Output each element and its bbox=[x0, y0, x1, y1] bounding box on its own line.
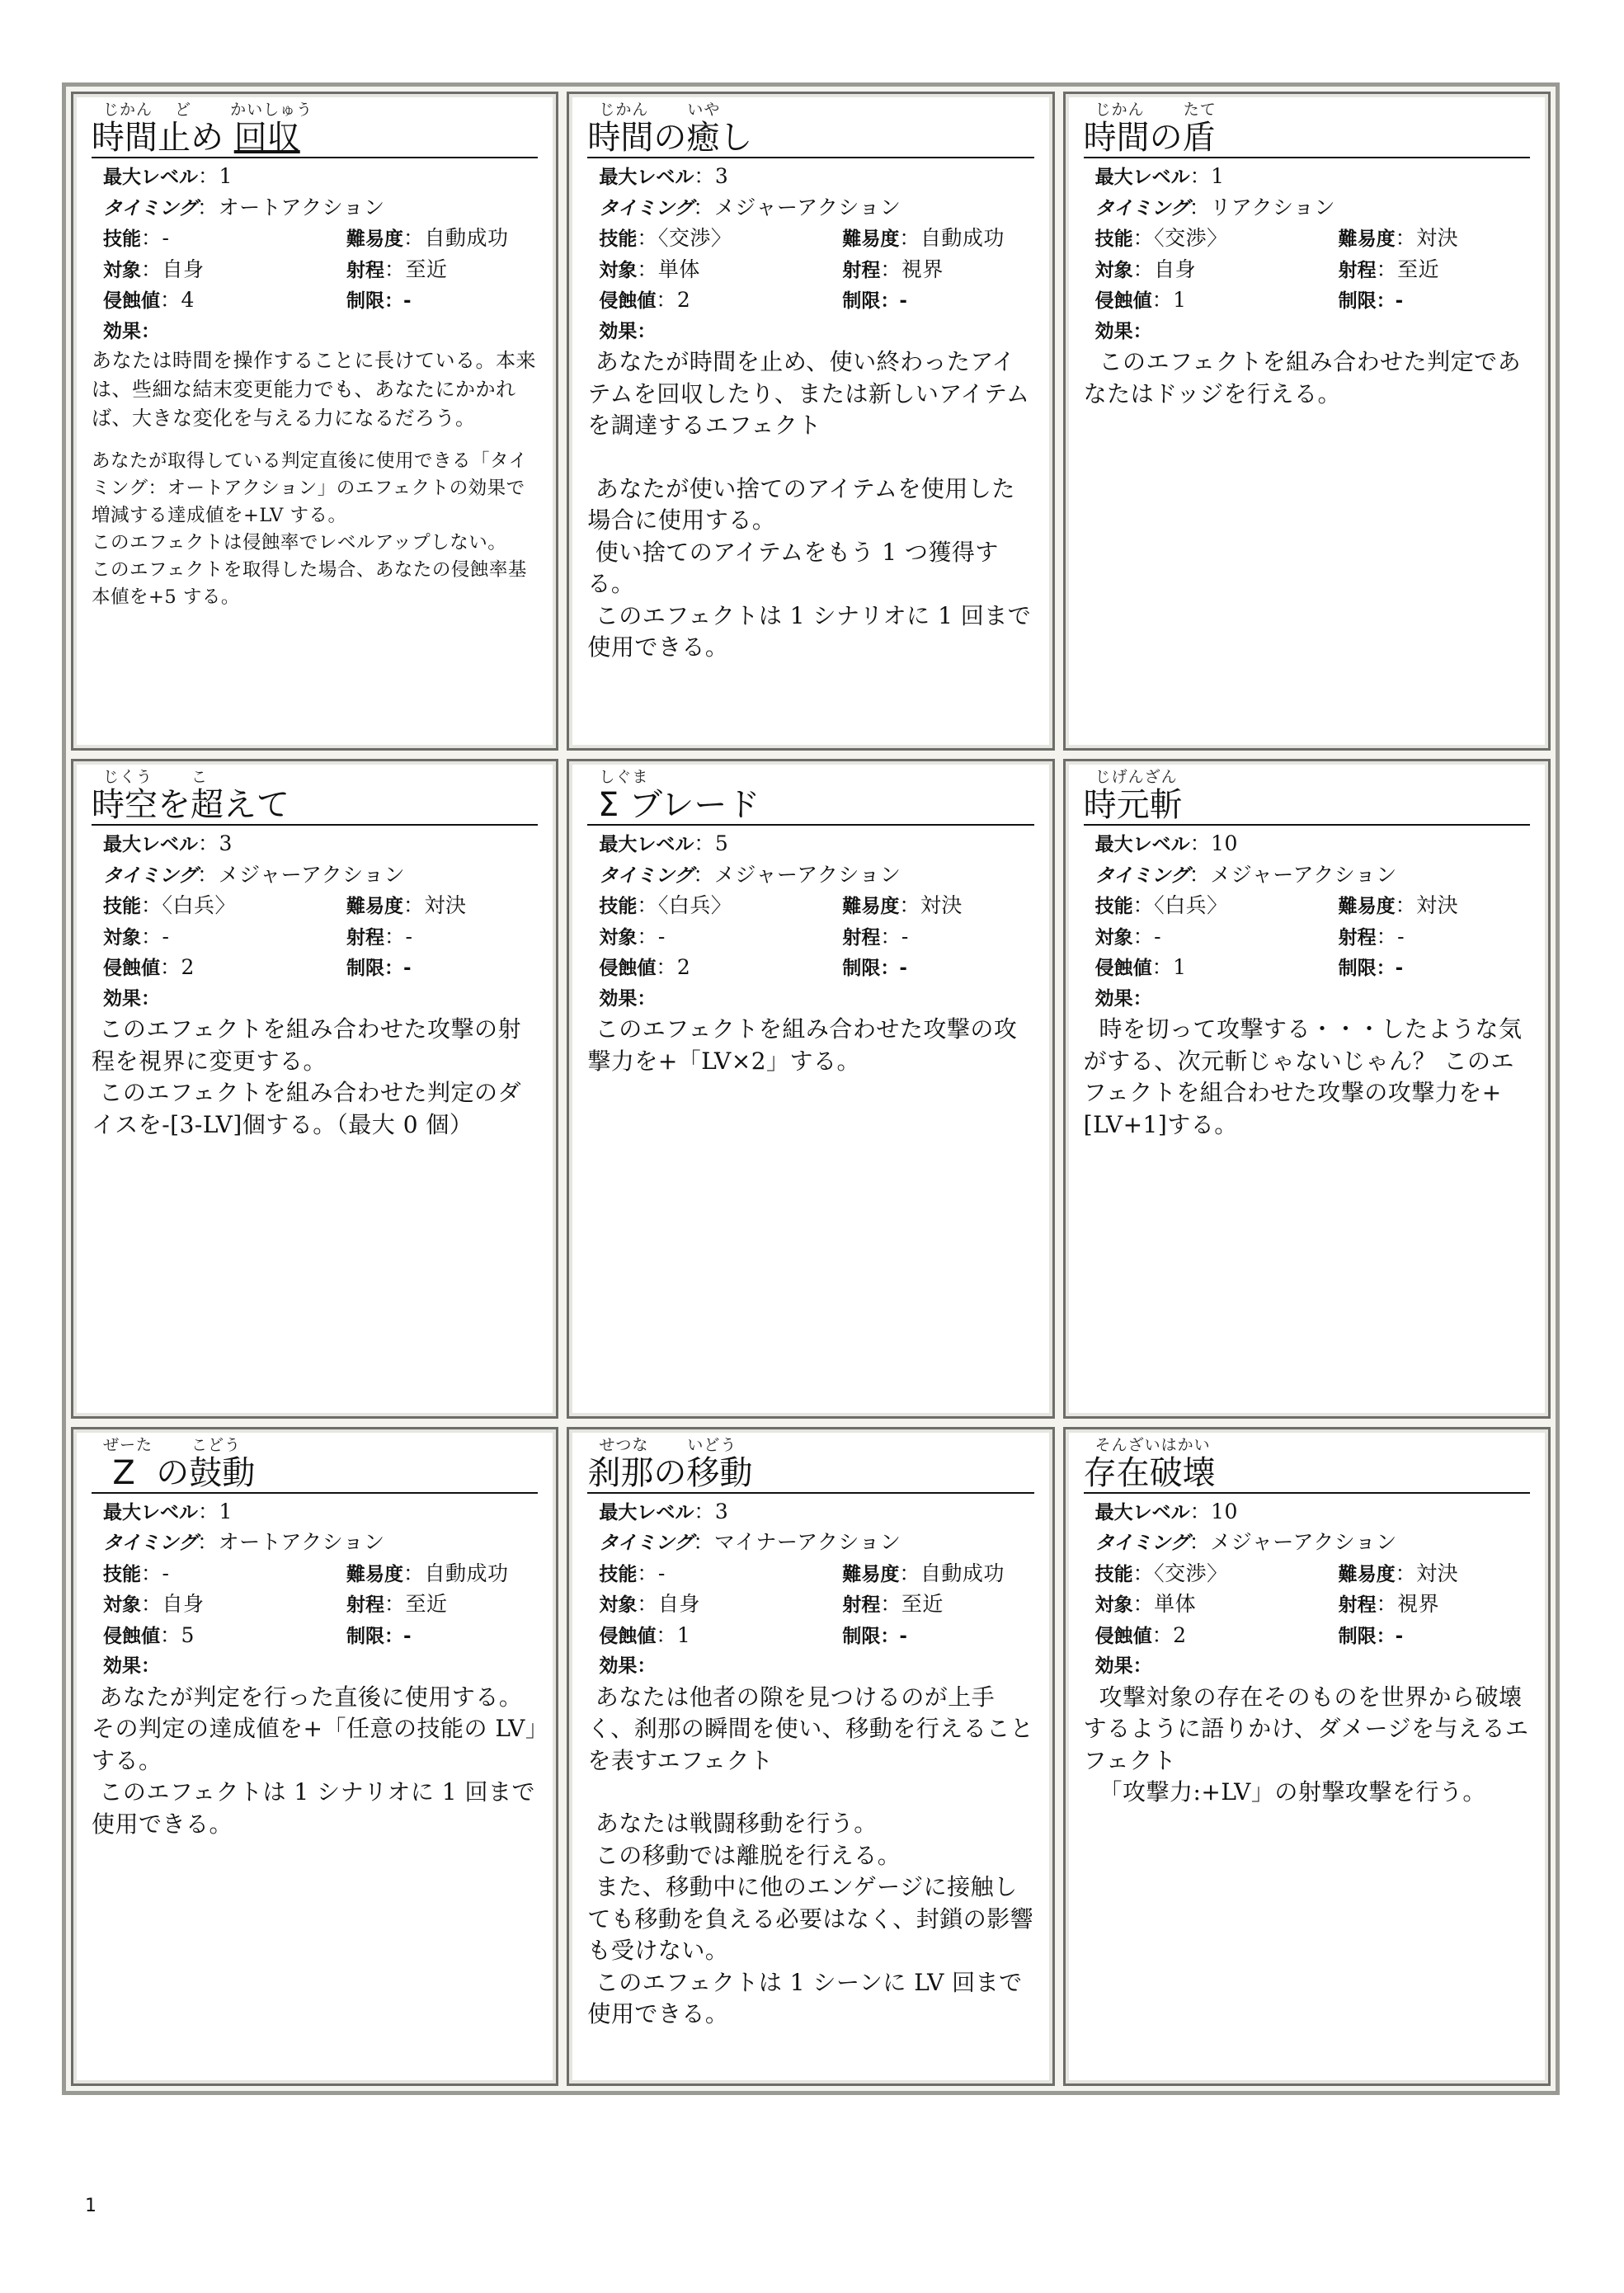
effect-paragraph: このエフェクトは 1 シーンに LV 回まで使用できる。 bbox=[587, 1968, 1023, 2028]
effect-text bbox=[1084, 1014, 1530, 1141]
label-difficulty: 難易度 bbox=[346, 228, 403, 250]
card-stats bbox=[1084, 829, 1530, 1014]
effect-paragraph: このエフェクトを組み合わせた判定のダイスを-[3-LV]個する。（最大 0 個） bbox=[92, 1079, 522, 1138]
card-ruby: しぐま bbox=[599, 768, 649, 787]
label-effect: 効果： bbox=[1094, 320, 1152, 342]
card-stats bbox=[1084, 1497, 1530, 1682]
value-timing: ：メジャーアクション bbox=[1189, 862, 1397, 887]
value-target: ：- bbox=[1132, 924, 1162, 949]
label-max-level: 最大レベル bbox=[1094, 1501, 1190, 1523]
card-ruby: せつな いどう bbox=[599, 1435, 737, 1454]
value-timing: ：メジャーアクション bbox=[693, 195, 901, 219]
value-erosion: ：1 bbox=[1151, 288, 1187, 312]
label-target: 対象 bbox=[103, 1594, 141, 1617]
label-erosion: 侵蝕値 bbox=[103, 958, 160, 980]
label-difficulty: 難易度 bbox=[346, 1563, 403, 1585]
label-timing: タイミング bbox=[1094, 864, 1189, 887]
label-limit: 制限 bbox=[346, 290, 384, 312]
value-target: ：自身 bbox=[1132, 257, 1197, 281]
label-limit: 制限 bbox=[842, 1625, 881, 1647]
label-erosion: 侵蝕値 bbox=[1094, 958, 1152, 980]
label-max-level: 最大レベル bbox=[103, 167, 198, 188]
card-title-sub: 回収 bbox=[233, 119, 300, 157]
value-max-level: ：1 bbox=[1189, 164, 1225, 188]
value-range: ：至近 bbox=[384, 257, 448, 281]
value-target: ：自身 bbox=[637, 1592, 700, 1617]
label-range: 射程 bbox=[346, 1594, 384, 1617]
card-title-main: Z の鼓動 bbox=[92, 1453, 256, 1492]
label-erosion: 侵蝕値 bbox=[1094, 1625, 1152, 1647]
card-stats bbox=[92, 162, 538, 346]
label-target: 対象 bbox=[599, 926, 638, 949]
label-max-level: 最大レベル bbox=[599, 1501, 694, 1523]
card-title-main: Σ ブレード bbox=[587, 786, 760, 825]
label-max-level: 最大レベル bbox=[1094, 167, 1190, 188]
effect-paragraph: あなたが使い捨てのアイテムを使用した場合に使用する。 bbox=[587, 474, 1015, 534]
value-range: ：- bbox=[384, 924, 413, 949]
label-difficulty: 難易度 bbox=[1338, 896, 1396, 918]
label-target: 対象 bbox=[599, 259, 638, 281]
value-range: ：至近 bbox=[384, 1592, 448, 1617]
card-title bbox=[92, 1454, 538, 1494]
value-limit: ：- bbox=[880, 958, 907, 980]
label-effect: 効果： bbox=[599, 987, 657, 1010]
effect-sheet bbox=[62, 82, 1560, 2095]
effect-paragraph: このエフェクトを組み合わせた判定であなたはドッジを行える。 bbox=[1083, 348, 1522, 407]
effect-card bbox=[1063, 92, 1551, 751]
effect-text bbox=[92, 346, 538, 611]
label-difficulty: 難易度 bbox=[346, 896, 403, 918]
value-difficulty: ：自動成功 bbox=[899, 226, 1005, 250]
value-target: ：- bbox=[141, 924, 170, 949]
card-title bbox=[1084, 786, 1530, 826]
card-title bbox=[587, 786, 1033, 826]
value-target: ：単体 bbox=[637, 257, 700, 281]
label-skill: 技能 bbox=[103, 896, 141, 918]
effect-card bbox=[71, 92, 558, 751]
label-skill: 技能 bbox=[599, 228, 638, 250]
value-limit: ：- bbox=[1376, 1625, 1404, 1647]
card-title bbox=[92, 119, 538, 158]
label-effect: 効果： bbox=[103, 1655, 160, 1678]
effect-paragraph: 攻撃対象の存在そのものを世界から破壊するように語りかけ、ダメージを与えるエフェクト bbox=[1083, 1683, 1529, 1774]
value-erosion: ：1 bbox=[1151, 955, 1187, 980]
effect-text bbox=[1084, 346, 1530, 410]
label-target: 対象 bbox=[1094, 926, 1133, 949]
label-target: 対象 bbox=[103, 259, 141, 281]
value-skill: ：〈交渉〉 bbox=[637, 226, 732, 250]
value-difficulty: ：自動成功 bbox=[403, 1561, 509, 1585]
effect-text bbox=[587, 346, 1033, 664]
label-skill: 技能 bbox=[599, 896, 638, 918]
value-timing: ：オートアクション bbox=[197, 195, 385, 219]
label-limit: 制限 bbox=[346, 1625, 384, 1647]
label-effect: 効果： bbox=[599, 1655, 657, 1678]
effect-card bbox=[1063, 759, 1551, 1418]
label-target: 対象 bbox=[1094, 1594, 1133, 1617]
card-grid bbox=[71, 92, 1551, 2086]
label-erosion: 侵蝕値 bbox=[599, 1625, 657, 1647]
label-target: 対象 bbox=[599, 1594, 638, 1617]
value-limit: ：- bbox=[384, 1625, 412, 1647]
paragraph-gap bbox=[587, 442, 1033, 473]
card-title-main: 時空を超えて bbox=[92, 786, 289, 825]
effect-text bbox=[587, 1682, 1033, 2031]
value-limit: ：- bbox=[384, 958, 412, 980]
value-range: ：- bbox=[880, 924, 909, 949]
effect-paragraph: あなたは時間を操作することに長けている。本来は、些細な結末変更能力でも、あなたにかかれば、大きな変化を与える力になるだろう。 bbox=[92, 349, 536, 430]
card-stats bbox=[92, 1497, 538, 1682]
effect-paragraph: あなたが時間を止め、使い終わったアイテムを回収したり、または新しいアイテムを調達するエフェクト bbox=[587, 348, 1030, 439]
card-ruby: じげんざん bbox=[1094, 768, 1178, 787]
value-erosion: ：2 bbox=[1151, 1622, 1187, 1647]
label-difficulty: 難易度 bbox=[842, 1563, 900, 1585]
card-title bbox=[587, 1454, 1033, 1494]
card-ruby: じくう こ bbox=[103, 768, 209, 787]
card-stats bbox=[587, 1497, 1033, 1682]
label-range: 射程 bbox=[1338, 1594, 1377, 1617]
value-skill: ：〈交渉〉 bbox=[1132, 1561, 1228, 1585]
value-timing: ：メジャーアクション bbox=[693, 862, 901, 887]
value-timing: ：オートアクション bbox=[197, 1530, 385, 1555]
value-skill: ：〈白兵〉 bbox=[141, 893, 237, 918]
effect-paragraph: このエフェクトを組み合わせた攻撃の攻撃力を+「LV×2」する。 bbox=[587, 1015, 1018, 1075]
effect-paragraph: 時を切って攻撃する・・・したような気がする、次元斬じゃないじゃん？ このエフェクトを組合わせた攻撃の攻撃力を+[LV+1]する。 bbox=[1083, 1015, 1523, 1138]
effect-paragraph: このエフェクトを取得した場合、あなたの侵蝕率基本値を+5 する。 bbox=[92, 559, 527, 608]
label-range: 射程 bbox=[1338, 259, 1377, 281]
effect-card bbox=[71, 1427, 558, 2086]
value-skill: ：- bbox=[637, 1561, 666, 1585]
card-ruby: じかん たて bbox=[1094, 101, 1217, 119]
label-difficulty: 難易度 bbox=[1338, 228, 1396, 250]
effect-card bbox=[1063, 1427, 1551, 2086]
label-max-level: 最大レベル bbox=[599, 167, 694, 188]
value-limit: ：- bbox=[1376, 290, 1404, 312]
label-erosion: 侵蝕値 bbox=[1094, 290, 1152, 312]
effect-card bbox=[567, 759, 1054, 1418]
value-skill: ：〈白兵〉 bbox=[637, 893, 732, 918]
label-erosion: 侵蝕値 bbox=[599, 958, 657, 980]
value-range: ：- bbox=[1376, 924, 1405, 949]
value-timing: ：メジャーアクション bbox=[197, 862, 406, 887]
value-range: ：至近 bbox=[880, 1592, 944, 1617]
card-ruby: そんざいはかい bbox=[1094, 1435, 1211, 1454]
effect-text bbox=[1084, 1682, 1530, 1809]
label-range: 射程 bbox=[842, 1594, 881, 1617]
card-title-main: 刹那の移動 bbox=[587, 1453, 753, 1492]
label-target: 対象 bbox=[103, 926, 141, 949]
effect-paragraph: このエフェクトを組み合わせた攻撃の射程を視界に変更する。 bbox=[92, 1015, 522, 1075]
card-title bbox=[1084, 119, 1530, 158]
card-title-main: 時元斬 bbox=[1083, 786, 1183, 825]
card-title-main: 時間の盾 bbox=[1083, 119, 1216, 157]
label-limit: 制限 bbox=[1338, 1625, 1377, 1647]
card-title bbox=[92, 786, 538, 826]
label-skill: 技能 bbox=[599, 1563, 638, 1585]
value-skill: ：- bbox=[141, 226, 170, 250]
value-difficulty: ：対決 bbox=[403, 893, 467, 918]
value-range: ：至近 bbox=[1376, 257, 1440, 281]
label-skill: 技能 bbox=[1094, 1563, 1133, 1585]
paragraph-gap bbox=[587, 1777, 1033, 1808]
value-difficulty: ：対決 bbox=[899, 893, 963, 918]
label-difficulty: 難易度 bbox=[1338, 1563, 1396, 1585]
label-range: 射程 bbox=[842, 926, 881, 949]
value-timing: ：リアクション bbox=[1189, 195, 1336, 219]
card-ruby: じかん ど かいしゅう bbox=[103, 101, 313, 119]
value-skill: ：〈交渉〉 bbox=[1132, 226, 1228, 250]
card-title-main: 時間の癒し bbox=[587, 119, 753, 157]
label-timing: タイミング bbox=[599, 1533, 694, 1555]
card-title-main: 存在破壊 bbox=[1083, 1453, 1216, 1492]
value-max-level: ：3 bbox=[694, 1499, 729, 1523]
label-target: 対象 bbox=[1094, 259, 1133, 281]
label-erosion: 侵蝕値 bbox=[599, 290, 657, 312]
label-limit: 制限 bbox=[842, 290, 881, 312]
value-target: ：- bbox=[637, 924, 666, 949]
label-difficulty: 難易度 bbox=[842, 896, 900, 918]
value-erosion: ：2 bbox=[160, 955, 195, 980]
label-max-level: 最大レベル bbox=[1094, 834, 1190, 856]
label-erosion: 侵蝕値 bbox=[103, 1625, 160, 1647]
label-effect: 効果： bbox=[599, 320, 657, 342]
card-stats bbox=[587, 829, 1033, 1014]
label-range: 射程 bbox=[842, 259, 881, 281]
effect-paragraph: あなたは他者の隙を見つけるのが上手く、刹那の瞬間を使い、移動を行えることを表すエフェクト bbox=[587, 1683, 1034, 1774]
value-max-level: ：10 bbox=[1189, 831, 1238, 856]
label-timing: タイミング bbox=[599, 197, 694, 219]
value-difficulty: ：対決 bbox=[1395, 893, 1459, 918]
effect-text bbox=[92, 1682, 538, 1841]
label-effect: 効果： bbox=[1094, 987, 1152, 1010]
label-skill: 技能 bbox=[103, 1563, 141, 1585]
value-erosion: ：4 bbox=[160, 288, 195, 312]
value-range: ：視界 bbox=[1376, 1592, 1440, 1617]
label-effect: 効果： bbox=[103, 987, 160, 1010]
label-effect: 効果： bbox=[1094, 1655, 1152, 1678]
card-stats bbox=[92, 829, 538, 1014]
effect-paragraph: このエフェクトは侵蝕率でレベルアップしない。 bbox=[92, 532, 507, 553]
card-ruby: ぜーた こどう bbox=[103, 1435, 242, 1454]
effect-card bbox=[567, 1427, 1054, 2086]
card-ruby: じかん いや bbox=[599, 101, 721, 119]
value-timing: ：メジャーアクション bbox=[1189, 1530, 1397, 1555]
label-limit: 制限 bbox=[842, 958, 881, 980]
effect-text bbox=[587, 1014, 1033, 1077]
value-target: ：単体 bbox=[1132, 1592, 1197, 1617]
value-erosion: ：5 bbox=[160, 1622, 195, 1647]
value-max-level: ：1 bbox=[198, 164, 233, 188]
value-max-level: ：3 bbox=[198, 831, 233, 856]
label-timing: タイミング bbox=[103, 864, 198, 887]
value-max-level: ：10 bbox=[1189, 1499, 1238, 1523]
value-max-level: ：5 bbox=[694, 831, 729, 856]
label-range: 射程 bbox=[346, 259, 384, 281]
value-limit: ：- bbox=[880, 1625, 907, 1647]
value-erosion: ：2 bbox=[656, 288, 691, 312]
value-erosion: ：1 bbox=[656, 1622, 691, 1647]
value-difficulty: ：対決 bbox=[1395, 226, 1459, 250]
label-effect: 効果： bbox=[103, 320, 160, 342]
effect-paragraph: あなたは戦闘移動を行う。 bbox=[587, 1810, 878, 1838]
label-timing: タイミング bbox=[1094, 197, 1189, 219]
label-skill: 技能 bbox=[1094, 228, 1133, 250]
effect-card bbox=[567, 92, 1054, 751]
value-range: ：視界 bbox=[880, 257, 944, 281]
value-limit: ：- bbox=[880, 290, 907, 312]
effect-paragraph: 「攻撃力:+LV」の射撃攻撃を行う。 bbox=[1083, 1778, 1486, 1806]
label-erosion: 侵蝕値 bbox=[103, 290, 160, 312]
label-range: 射程 bbox=[1338, 926, 1377, 949]
label-timing: タイミング bbox=[599, 864, 694, 887]
value-limit: ：- bbox=[1376, 958, 1404, 980]
label-timing: タイミング bbox=[1094, 1533, 1189, 1555]
effect-paragraph: また、移動中に他のエンゲージに接触しても移動を負える必要はなく、封鎖の影響も受けない。 bbox=[587, 1873, 1034, 1965]
label-limit: 制限 bbox=[1338, 290, 1377, 312]
effect-paragraph: このエフェクトは 1 シナリオに 1 回まで使用できる。 bbox=[587, 601, 1032, 661]
effect-card bbox=[71, 759, 558, 1418]
label-timing: タイミング bbox=[103, 1533, 198, 1555]
value-difficulty: ：対決 bbox=[1395, 1561, 1459, 1585]
value-limit: ：- bbox=[384, 290, 412, 312]
label-skill: 技能 bbox=[103, 228, 141, 250]
page-number: 1 bbox=[85, 2196, 96, 2216]
effect-paragraph: あなたが判定を行った直後に使用する。その判定の達成値を+「任意の技能の LV」する。 bbox=[92, 1683, 538, 1774]
value-max-level: ：1 bbox=[198, 1499, 233, 1523]
label-skill: 技能 bbox=[1094, 896, 1133, 918]
value-erosion: ：2 bbox=[656, 955, 691, 980]
value-timing: ：マイナーアクション bbox=[693, 1530, 901, 1555]
value-target: ：自身 bbox=[141, 257, 205, 281]
value-difficulty: ：自動成功 bbox=[403, 226, 509, 250]
label-difficulty: 難易度 bbox=[842, 228, 900, 250]
effect-paragraph: あなたが取得している判定直後に使用できる「タイミング：オートアクション」のエフェクトの効果で増減する達成値を+LV する。 bbox=[92, 450, 528, 526]
label-limit: 制限 bbox=[346, 958, 384, 980]
card-title bbox=[587, 119, 1033, 158]
label-timing: タイミング bbox=[103, 197, 198, 219]
label-max-level: 最大レベル bbox=[103, 1501, 198, 1523]
effect-paragraph: この移動では離脱を行える。 bbox=[587, 1841, 901, 1869]
paragraph-gap bbox=[92, 433, 538, 448]
value-difficulty: ：自動成功 bbox=[899, 1561, 1005, 1585]
card-title-main: 時間止め bbox=[92, 119, 224, 157]
value-skill: ：〈白兵〉 bbox=[1132, 893, 1228, 918]
label-limit: 制限 bbox=[1338, 958, 1377, 980]
card-stats bbox=[587, 162, 1033, 346]
effect-text bbox=[92, 1014, 538, 1141]
value-skill: ：- bbox=[141, 1561, 170, 1585]
label-max-level: 最大レベル bbox=[103, 834, 198, 856]
card-title bbox=[1084, 1454, 1530, 1494]
effect-paragraph: このエフェクトは 1 シナリオに 1 回まで使用できる。 bbox=[92, 1778, 535, 1838]
label-max-level: 最大レベル bbox=[599, 834, 694, 856]
card-stats bbox=[1084, 162, 1530, 346]
effect-paragraph: 使い捨てのアイテムをもう 1 つ獲得する。 bbox=[587, 538, 999, 597]
label-range: 射程 bbox=[346, 926, 384, 949]
value-target: ：自身 bbox=[141, 1592, 205, 1617]
value-max-level: ：3 bbox=[694, 164, 729, 188]
